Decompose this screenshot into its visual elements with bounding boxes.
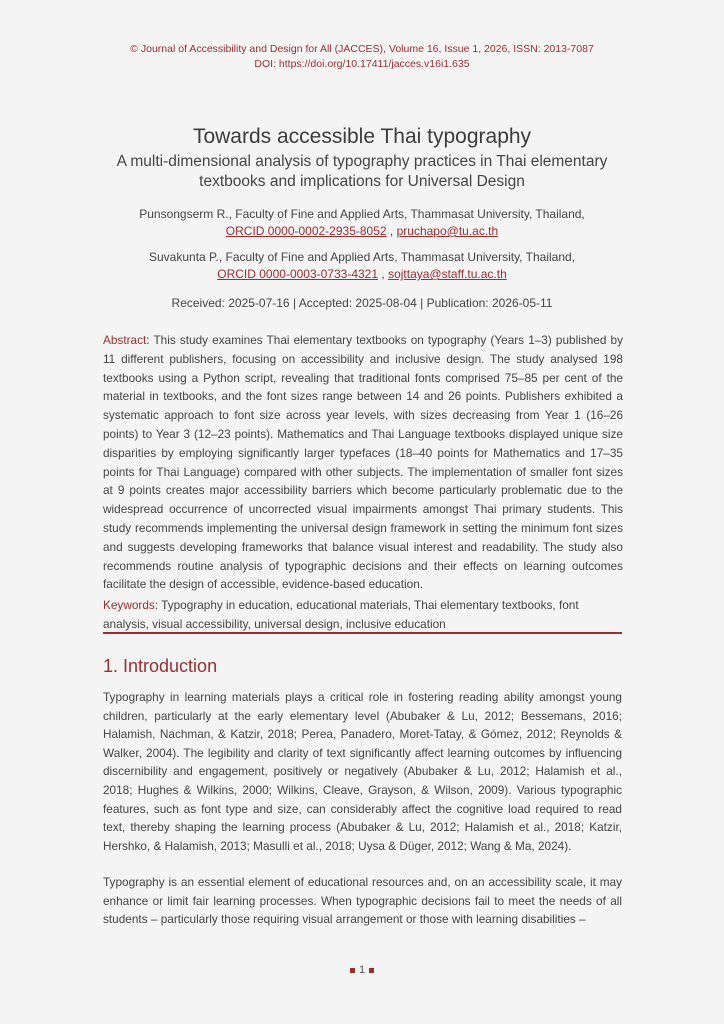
author-links — [0, 223, 724, 240]
square-ornament-icon — [369, 968, 374, 973]
author-links — [0, 266, 724, 283]
abstract — [103, 331, 623, 594]
paper-title: Towards accessible Thai typography — [192, 125, 532, 148]
section-divider — [103, 632, 622, 634]
section-heading: 1. Introduction — [103, 656, 218, 676]
square-ornament-icon — [350, 968, 355, 973]
author-list — [0, 206, 724, 292]
page-number: 1 — [358, 964, 366, 976]
title-block — [0, 124, 724, 192]
keywords-text: : Typography in education, educational materials, Thai elementary textbooks, font analysis, visual accessibility, universal design, inclusive education — [103, 598, 579, 631]
abstract-label: Abstract — [103, 333, 147, 347]
keywords — [103, 596, 623, 634]
email-link[interactable]: pruchapo@tu.ac.th — [396, 224, 499, 238]
doi-line[interactable]: DOI: https://doi.org/10.17411/jacces.v16i1.635 — [254, 58, 470, 70]
body-paragraph: Typography is an essential element of educational resources and, on an accessibility scale, it may enhance or limit fair learning processes. When typographic decisions fail to meet the needs of all students – particularly those requiring visual arrangement or those with learning disabilities – — [103, 875, 622, 927]
orcid-link[interactable]: ORCID 0000-0002-2935-8052 — [225, 224, 387, 238]
orcid-link[interactable]: ORCID 0000-0003-0733-4321 — [217, 267, 379, 281]
author-affiliation: Suvakunta P., Faculty of Fine and Applied Arts, Thammasat University, Thailand, — [149, 250, 575, 264]
journal-header — [0, 42, 724, 72]
abstract-text: : This study examines Thai elementary textbooks on typography (Years 1–3) published by 11 different publishers, focusing on accessibility and inclusive design. The study analysed 198 textbooks using a Python script, revealing that traditional fonts comprised 75–85 per cent of the material in textbooks, and the font sizes range between 14 and 26 points. Publishers exhibited a systematic approach to font size across year levels, with sizes decreasing from Year 1 (16–26 points) to Year 3 (12–23 points). Mathematics and Thai Language textbooks displayed unique size disparities by employing significantly larger typefaces (18–40 points for Mathematics and 17–35 points for Thai Language) compared with other subjects. The implementation of smaller font sizes at 9 points creates major accessibility barriers which become particularly problematic due to the widespread occurrence of uncorrected visual impairments amongst Thai primary students. This study recommends implementing the universal design framework in setting the minimum font sizes and suggests developing frameworks that balance visual interest and readability. The study also recommends routine analysis of typographic decisions and their effects on learning outcomes facilitate the design of accessible, evidence-based education. — [103, 333, 623, 592]
author-entry — [0, 206, 724, 240]
email-link[interactable]: sojttaya@staff.tu.ac.th — [388, 267, 507, 281]
journal-citation: © Journal of Accessibility and Design for All (JACCES), Volume 16, Issue 1, 2026, ISSN: 2013-7087 — [130, 43, 594, 55]
body-paragraph: Typography in learning materials plays a critical role in fostering reading ability amongst young children, particularly at the early elementary level (Abubaker & Lu, 2012; Bessemans, 2016; Halamish, Nachman, & Katzir, 2018; Perea, Panadero, Moret-Tatay, & Gómez, 2012; Reynolds & Walker, 2004). The legibility and clarity of text significantly affect learning outcomes by influencing discernibility and engagement, positively or negatively (Abubaker & Lu, 2012; Halamish et al., 2018; Hughes & Wilkins, 2000; Wilkins, Cleave, Grayson, & Wilson, 2009). Various typographic features, such as font type and size, can considerably affect the cognitive load required to read text, thereby shaping the learning process (Abubaker & Lu, 2012; Halamish et al., 2018; Katzir, Hershko, & Halamish, 2013; Masulli et al., 2018; Uysa & Düger, 2012; Wang & Ma, 2024). — [103, 690, 622, 853]
author-separator: , — [389, 224, 394, 238]
author-entry — [0, 249, 724, 283]
author-affiliation: Punsongserm R., Faculty of Fine and Applied Arts, Thammasat University, Thailand, — [139, 207, 585, 221]
paper-subtitle: A multi-dimensional analysis of typography practices in Thai elementary textbooks and implications for Universal Design — [116, 153, 608, 190]
author-separator: , — [381, 267, 385, 281]
page-footer — [0, 964, 724, 976]
keywords-label: Keywords — [103, 598, 155, 612]
publication-dates: Received: 2025-07-16 | Accepted: 2025-08-04 | Publication: 2026-05-11 — [171, 296, 553, 310]
